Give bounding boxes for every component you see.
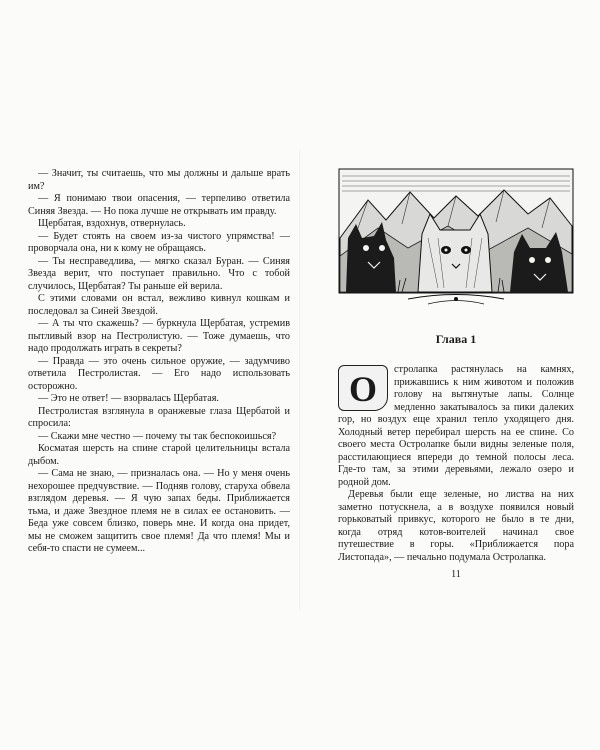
page-number: 11	[451, 569, 461, 580]
paragraph: Пестролистая взглянула в оранжевые глаза Щербатой и спросила:	[28, 405, 290, 429]
right-page	[338, 168, 574, 580]
three-cats-mountains-illustration	[338, 168, 574, 308]
paragraph: — Правда — это очень сильное оружие, — задумчиво ответила Пестролистая. — Его надо использовать осторожно.	[28, 355, 290, 392]
page-gutter	[299, 150, 301, 610]
left-page	[28, 168, 290, 556]
paragraph: — Это не ответ! — взорвалась Щербатая.	[38, 393, 219, 404]
paragraph: — Скажи мне честно — почему ты так беспокоишься?	[38, 430, 277, 442]
chapter-body	[338, 364, 574, 564]
paragraph: стролапка растянулась на камнях, прижавшись к ним животом и положив голову на вытянутые лапы. Солнце медленно закатывалось за пики далеких гор, но воздух еще хранил тепло уходящего дня. Холодный ветер перебирал шерсть на ее спине. Со своего места Остролапке были видны зеленые поля, расстилающиеся впереди до темной полосы леса. Где-то там, за этими деревьями, лежало озеро и родной дом.	[338, 364, 574, 488]
paragraph: Щербатая, вздохнув, отвернулась.	[38, 218, 186, 229]
drop-cap: О	[348, 369, 377, 409]
paragraph: С этими словами он встал, вежливо кивнул кошкам и последовал за Синей Звездой.	[28, 293, 290, 317]
paragraph: Косматая шерсть на спине старой целительницы встала дыбом.	[28, 443, 290, 467]
paragraph: — Сама не знаю, — призналась она. — Но у меня очень нехорошее предчувствие. — Подняв голову, старуха обвела взглядом деревья. — Я чую запах беды. Приближается тьма, и даже Звездное племя не в силах ее остановить. — Беда уже совсем близко, поверь мне. И когда она придет, мы не сможем защитить свое племя! Да что племя! Мы и себя-то спасти не сумеем...	[28, 468, 290, 554]
paragraph: — Будет стоять на своем из-за чистого упрямства! — проворчала она, ни к кому не обращаясь.	[28, 230, 290, 254]
paragraph: — А ты что скажешь? — буркнула Щербатая, устремив пытливый взор на Пестролистую. — Тоже думаешь, что надо продолжать играть в секреты?	[28, 318, 290, 354]
paragraph: — Я понимаю твои опасения, — терпеливо ответила Синяя Звезда. — Но пока лучше не открывать им правду.	[28, 193, 290, 217]
paragraph: Деревья были еще зеленые, но листва на них заметно потускнела, а в воздухе появился новый горьковатый привкус, которого не было в те дни, когда отряд котов-воителей начинал свое путешествие в горы. «Приближается пора Листопада», — печально подумала Остролапка.	[338, 489, 574, 563]
chapter-title: Глава 1	[435, 332, 477, 346]
paragraph: — Значит, ты считаешь, что мы должны и дальше врать им?	[28, 168, 290, 192]
left-page-text	[28, 168, 290, 556]
ornamental-cat-frame-icon	[338, 365, 388, 411]
paragraph: — Ты несправедлива, — мягко сказал Буран. — Синяя Звезда верит, что поступает правильно. Что с тобой случилось, Щербатая? Ты раньше ей верила.	[28, 255, 290, 292]
